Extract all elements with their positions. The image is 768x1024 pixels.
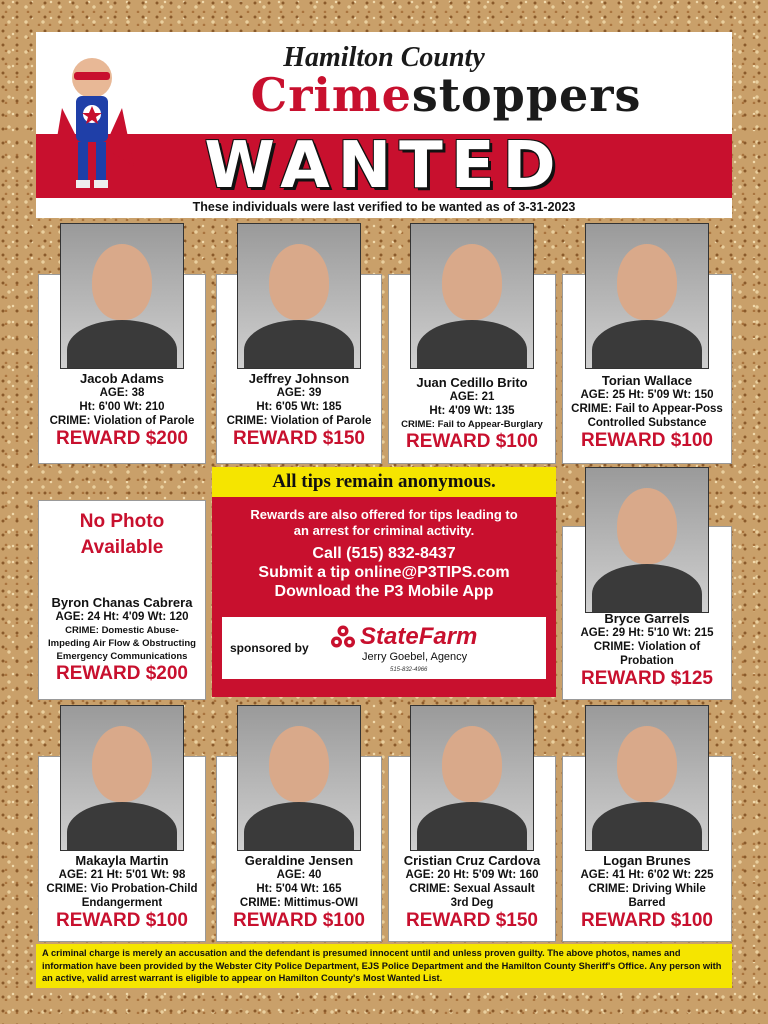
person-detail: Ht: 5'04 Wt: 165 [256,883,342,895]
person-detail: Ht: 4'09 Wt: 135 [429,405,515,417]
superhero-kid-icon [42,48,142,198]
reward-amount: REWARD $100 [581,430,713,451]
card-info [389,853,555,932]
card-info [389,375,555,453]
card-info [39,853,205,932]
tips-panel [212,497,556,697]
mugshot-photo [410,705,534,851]
wanted-card-cristian-cruz-cardova [388,756,556,942]
person-detail: AGE: 41 Ht: 6'02 Wt: 225 [580,869,714,881]
wanted-card-jeffrey-johnson [216,274,382,464]
person-detail: Endangerment [81,897,163,909]
download-app-text: Download the P3 Mobile App [274,583,494,600]
person-detail: CRIME: Domestic Abuse- [65,625,179,636]
reward-amount: REWARD $100 [581,910,713,931]
mugshot-photo [585,705,709,851]
submit-tip-link[interactable]: Submit a tip online@P3TIPS.com [258,564,510,581]
verified-date: These individuals were last verified to be wanted as of 3-31-2023 [192,200,576,214]
rewards-text-2: an arrest for criminal activity. [293,523,475,538]
disclaimer-banner [36,944,732,988]
wanted-card-jacob-adams [38,274,206,464]
agency-name: Jerry Goebel, Agency [362,651,468,663]
wanted-card-juan-cedillo-brito [388,274,556,464]
wanted-card-torian-wallace [562,274,732,464]
person-detail: AGE: 29 Ht: 5'10 Wt: 215 [580,627,714,639]
card-info [217,853,381,932]
person-name: Byron Chanas Cabrera [51,595,193,610]
person-detail: CRIME: Violation of Parole [226,415,372,427]
person-name: Jacob Adams [79,371,165,386]
anonymous-text: All tips remain anonymous. [272,471,496,492]
sponsored-by-label: sponsored by [230,641,309,655]
agency-phone: 515-832-4966 [390,667,428,673]
person-detail: CRIME: Violation of [593,641,701,653]
person-detail: Controlled Substance [587,417,707,429]
person-detail: CRIME: Mittimus-OWI [239,897,359,909]
person-name: Jeffrey Johnson [248,371,350,386]
person-name: Juan Cedillo Brito [416,375,528,390]
person-name: Torian Wallace [601,373,693,388]
card-info [39,371,205,450]
card-info [563,373,731,452]
person-detail: CRIME: Driving While [588,883,706,895]
wanted-card-makayla-martin [38,756,206,942]
person-detail: AGE: 39 [276,387,322,399]
person-detail: AGE: 20 Ht: 5'09 Wt: 160 [405,869,539,881]
person-detail: 3rd Deg [450,897,494,909]
person-detail: AGE: 38 [99,387,145,399]
person-detail: AGE: 25 Ht: 5'09 Wt: 150 [580,389,714,401]
person-name: Makayla Martin [75,853,169,868]
sponsor-box [222,617,546,679]
rewards-text-1: Rewards are also offered for tips leading to [250,507,518,522]
person-name: Bryce Garrels [604,611,690,626]
card-info [563,853,731,932]
disclaimer-text: A criminal charge is merely an accusation and the defendant is presumed innocent until and unless proven guilty. The above photos, names and information have been provided by the Webster City Police Department, EJS Police Department and the Hamilton County Sheriff's Office. Any person with an active, valid arrest warrant is eligible to appear on Hamilton County's Most Wanted List. [42,948,722,983]
person-name: Logan Brunes [603,853,691,868]
person-detail: AGE: 21 [449,391,495,403]
reward-amount: REWARD $100 [406,431,538,452]
wanted-card-logan-brunes [562,756,732,942]
person-detail: CRIME: Sexual Assault [409,883,535,895]
card-info [217,371,381,450]
person-detail: CRIME: Fail to Appear-Poss [571,403,723,415]
no-photo-placeholder: No Photo Available [79,511,165,558]
reward-amount: REWARD $200 [56,428,188,449]
header-banner [36,32,732,218]
mugshot-photo [410,223,534,369]
mugshot-photo [585,223,709,369]
reward-amount: REWARD $150 [406,910,538,931]
mugshot-photo [585,467,709,613]
person-detail: Barred [628,897,666,909]
person-detail: Ht: 6'00 Wt: 210 [79,401,165,413]
statefarm-logo-icon [330,625,356,649]
statefarm-brand: StateFarm [360,623,478,650]
reward-amount: REWARD $200 [56,663,188,684]
mugshot-photo [60,223,184,369]
wanted-card-byron-chanas-cabrera [38,500,206,700]
reward-amount: REWARD $100 [56,910,188,931]
mugshot-photo [237,705,361,851]
crime-word: Crime [250,68,412,122]
reward-amount: REWARD $150 [233,428,365,449]
wanted-card-bryce-garrels [562,526,732,700]
person-name: Cristian Cruz Cardova [403,853,541,868]
reward-amount: REWARD $125 [581,668,713,689]
person-detail: Ht: 6'05 Wt: 185 [256,401,342,413]
person-detail: Probation [620,655,674,667]
call-number: Call (515) 832-8437 [312,545,456,562]
person-detail: AGE: 24 Ht: 4'09 Wt: 120 [55,611,189,623]
mugshot-photo [237,223,361,369]
county-title: Hamilton County [283,42,485,73]
person-detail: AGE: 40 [276,869,322,881]
crimestoppers-title [166,68,726,122]
person-detail: CRIME: Fail to Appear-Burglary [401,419,543,430]
person-detail: AGE: 21 Ht: 5'01 Wt: 98 [58,869,186,881]
person-detail: CRIME: Violation of Parole [49,415,195,427]
person-detail: Impeding Air Flow & Obstructing [48,638,196,649]
card-info [563,611,731,690]
stoppers-word: stoppers [411,68,642,122]
person-detail: CRIME: Vio Probation-Child [46,883,198,895]
anonymous-banner [212,467,556,497]
reward-amount: REWARD $100 [233,910,365,931]
wanted-card-geraldine-jensen [216,756,382,942]
person-detail: Emergency Communications [56,651,188,662]
mugshot-photo [60,705,184,851]
wanted-title: WANTED [204,129,564,203]
card-info [39,595,205,685]
person-name: Geraldine Jensen [244,853,354,868]
